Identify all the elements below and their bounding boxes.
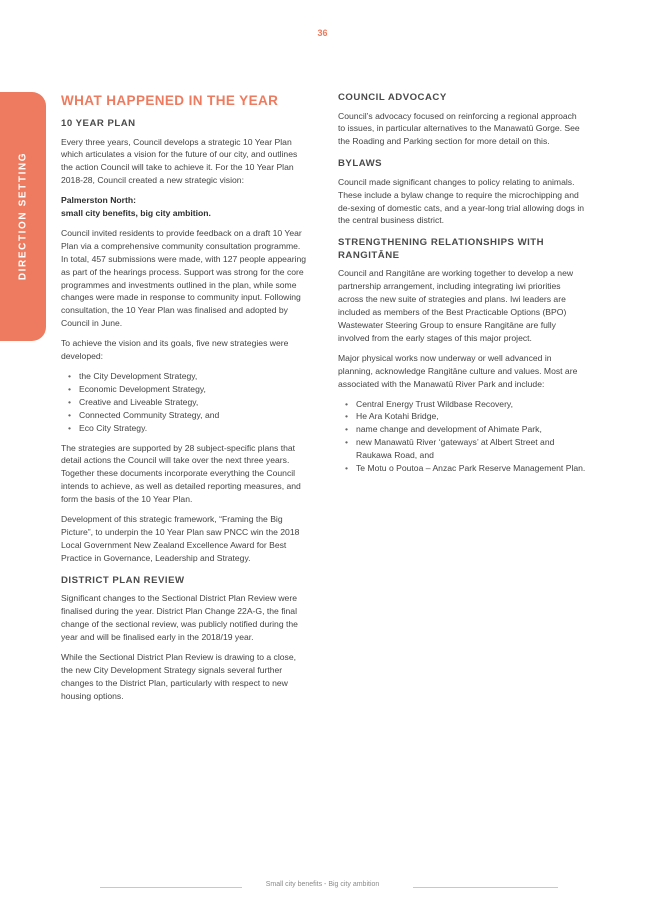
list-item: • Connected Community Strategy, and [79,409,309,422]
list-item: • Te Motu o Poutoa – Anzac Park Reserve Management Plan. [356,462,586,475]
vision-line-2: small city benefits, big city ambition. [61,208,211,219]
paragraph: Significant changes to the Sectional District Plan Review were finalised during the year. District Plan Change 22A-G, the final change of the sectional review, was publicly notified during the year and will be finalised early in the 2018/19 year. [61,593,298,642]
vision-line-1: Palmerston North: [61,195,136,206]
list-item: • name change and development of Ahimate Park, [356,423,586,436]
vision-statement [61,194,309,220]
paragraph: Every three years, Council develops a strategic 10 Year Plan which articulates a vision for the future of our city, and outlines the action Council will take to achieve it. For the 10 Year Plan 2018-28, Council created a new strategic vision: [61,136,298,186]
list-item: • Central Energy Trust Wildbase Recovery, [356,398,586,411]
list-item: • Eco City Strategy. [79,422,309,435]
paragraph: Development of this strategic framework, “Framing the Big Picture”, to underpin the 10 Year Plan saw PNCC win the 2018 Local Government New Zealand Excellence Award for Best Practice in Governance, Leadership and Strategy. [61,514,300,563]
left-column [61,92,309,709]
side-tab-label: DIRECTION SETTING [17,151,29,281]
paragraph: While the Sectional District Plan Review is drawing to a close, the new City Development Strategy signals several further changes to the District Plan, particularly with respect to new housing options. [61,651,296,701]
paragraph: Major physical works now underway or well advanced in planning, acknowledge Rangitāne culture and values. Most are associated with the Manawatū River Park and include: [338,352,578,389]
list-item: • Creative and Liveable Strategy, [79,396,309,409]
list-item: • Economic Development Strategy, [79,383,309,396]
list-item: • the City Development Strategy, [79,370,309,383]
heading-10-year-plan: 10 YEAR PLAN [61,118,136,129]
page-number: 36 [317,28,328,38]
footer-text: Small city benefits - Big city ambition [265,881,380,888]
paragraph: Council made significant changes to policy relating to animals. These include a bylaw change to require the microchipping and de-sexing of domestic cats, and a year-long trial allowing dogs in the central business district. [338,176,585,226]
paragraph: To achieve the vision and its goals, five new strategies were developed: [61,338,289,362]
heading-district-plan-review: DISTRICT PLAN REVIEW [61,574,185,586]
right-column [338,92,586,482]
footer-rule-right [413,887,558,888]
section-title: WHAT HAPPENED IN THE YEAR [61,93,279,108]
list-item: • He Ara Kotahi Bridge, [356,410,586,423]
heading-bylaws: BYLAWS [338,158,383,170]
paragraph: The strategies are supported by 28 subject-specific plans that detail actions the Council will take over the next three years. Together these documents incorporate everything the Council intends to achieve, as well as detailed reporting measures, and form the basis of the 10 Year Plan. [61,442,301,505]
strategies-list [61,370,309,435]
heading-council-advocacy: COUNCIL ADVOCACY [338,92,447,103]
works-list [338,398,586,475]
paragraph: Council’s advocacy focused on reinforcing a regional approach to issues, in particular alternatives to the Manawatū Gorge. See the Roading and Parking section for more detail on this. [338,110,580,147]
heading-rangitane: STRENGTHENING RELATIONSHIPS WITH RANGITĀNE [338,237,545,261]
list-item: • new Manawatū River ‘gateways’ at Albert Street and Raukawa Road, and [356,436,586,462]
paragraph: Council and Rangitāne are working together to develop a new partnership arrangement, including integrating iwi priorities across the new suite of strategies and plans. Iwi leaders are included as members of the Best Practicable Options (BPO) Wastewater Steering Group to ensure Rangitāne are fully involved from the early stages of this major project. [338,268,574,343]
paragraph: Council invited residents to provide feedback on a draft 10 Year Plan via a comprehensive community consultation programme. In total, 457 submissions were made, with 127 people appearing as part of the hearings process. Support was strong for the core programmes and investments outlined in the plan, while some changes were made in response to community input. Following consultation, the 10 Year Plan was finalised and adopted by Council in June. [61,227,307,329]
